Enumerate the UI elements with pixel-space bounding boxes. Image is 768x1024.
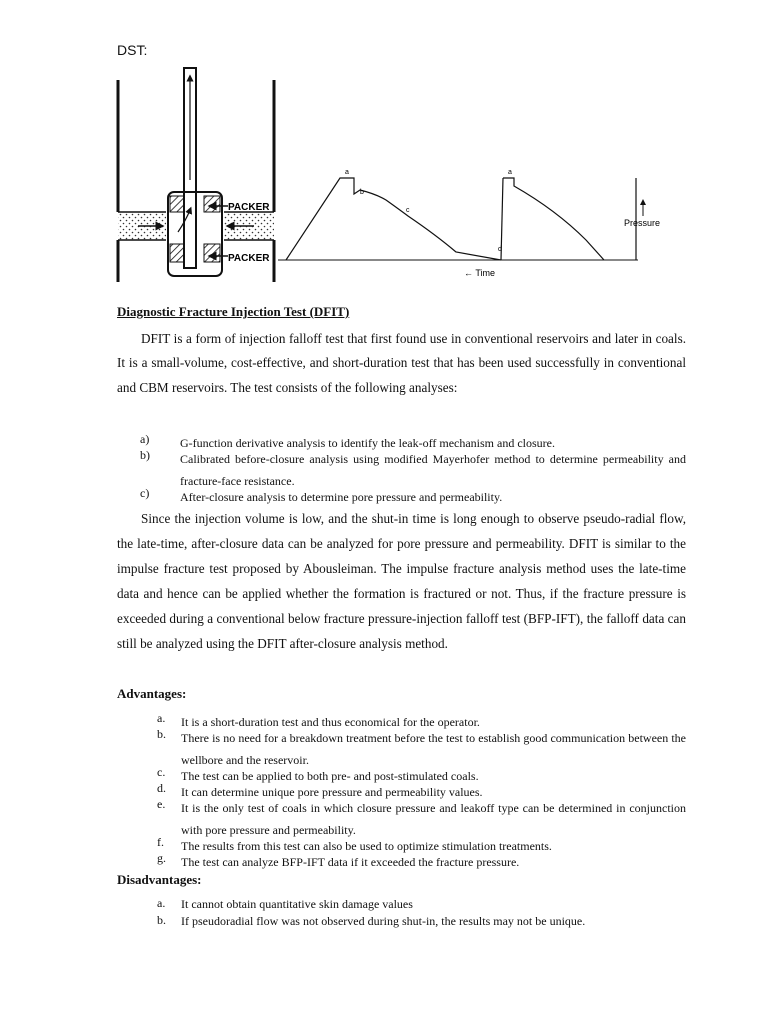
list-marker: c) bbox=[140, 486, 150, 500]
list-marker: a) bbox=[140, 432, 150, 446]
section-title: Diagnostic Fracture Injection Test (DFIT) bbox=[117, 304, 350, 319]
list-item-text: After-closure analysis to determine pore pressure and permeability. bbox=[180, 490, 503, 504]
list-item-text: The test can be applied to both pre- and post-stimulated coals. bbox=[181, 769, 479, 783]
list-item-text: It can determine unique pore pressure and permeability values. bbox=[181, 785, 483, 799]
analyses-list bbox=[140, 432, 686, 502]
packer-bottom-label: PACKER bbox=[228, 253, 270, 264]
list-marker: e. bbox=[157, 797, 166, 811]
dst-figure bbox=[116, 60, 661, 286]
dst-label: DST: bbox=[117, 42, 148, 58]
list-item-text: The test can analyze BFP-IFT data if it exceeded the fracture pressure. bbox=[181, 855, 520, 869]
list-item-text: It is the only test of coals in which closure pressure and leakoff type can be determined in conjunction with pore pressure and permeability. bbox=[181, 801, 686, 837]
list-item-text: It is a short-duration test and thus economical for the operator. bbox=[181, 715, 480, 729]
list-item bbox=[157, 851, 686, 873]
list-item-text: It cannot obtain quantitative skin damage values bbox=[181, 897, 413, 911]
point-b-1: b bbox=[360, 189, 364, 196]
list-item-text: The results from this test can also be used to optimize stimulation treatments. bbox=[181, 839, 552, 853]
point-c-1: c bbox=[406, 207, 410, 214]
disadvantages-list bbox=[157, 896, 686, 930]
list-marker: a. bbox=[157, 711, 166, 725]
time-axis-label: ← Time bbox=[464, 268, 496, 278]
list-marker: b. bbox=[157, 913, 166, 927]
packer-top-label: PACKER bbox=[228, 202, 270, 213]
advantages-list bbox=[157, 711, 686, 867]
point-a-2: a bbox=[508, 169, 512, 176]
pressure-time-sketch bbox=[278, 169, 660, 278]
list-marker: g. bbox=[157, 851, 166, 865]
point-a-1: a bbox=[345, 169, 349, 176]
disadvantages-heading: Disadvantages: bbox=[117, 872, 202, 887]
list-marker: d. bbox=[157, 781, 166, 795]
body-paragraph: Since the injection volume is low, and the shut-in time is long enough to observe pseudo-radial flow, the late-time, after-closure data can be analyzed for pore pressure and permeability. DFIT is similar to the impulse fracture test proposed by Abousleiman. The impulse fracture analysis method uses the late-time data and hence can be applied whether the formation is fractured or not. Thus, if the fracture pressure is exceeded during a conventional below fracture pressure-injection falloff test (BFP-IFT), the falloff data can still be analyzed using the DFIT after-closure analysis method. bbox=[117, 511, 686, 651]
list-item bbox=[157, 913, 686, 930]
list-marker: b. bbox=[157, 727, 166, 741]
list-item-text: G-function derivative analysis to identify the leak-off mechanism and closure. bbox=[180, 436, 555, 450]
advantages-heading: Advantages: bbox=[117, 686, 187, 701]
list-item bbox=[157, 896, 686, 913]
list-item bbox=[140, 486, 686, 508]
point-d-1: d bbox=[498, 246, 502, 253]
list-marker: a. bbox=[157, 896, 166, 910]
pressure-axis-label: Pressure bbox=[624, 218, 661, 228]
list-marker: b) bbox=[140, 448, 150, 462]
list-marker: f. bbox=[157, 835, 164, 849]
list-item-text: Calibrated before-closure analysis using modified Mayerhofer method to determine permeability and fracture-face resistance. bbox=[180, 452, 686, 488]
wellbore-schematic bbox=[118, 68, 274, 282]
intro-paragraph: DFIT is a form of injection falloff test that first found use in conventional reservoirs and later in coals. It is a small-volume, cost-effective, and short-duration test that has been used successfully in conventional and CBM reservoirs. The test consists of the following analyses: bbox=[117, 331, 686, 395]
list-item-text: If pseudoradial flow was not observed during shut-in, the results may not be unique. bbox=[181, 914, 586, 928]
list-item-text: There is no need for a breakdown treatment before the test to establish good communication between the wellbore and the reservoir. bbox=[181, 731, 686, 767]
list-marker: c. bbox=[157, 765, 166, 779]
